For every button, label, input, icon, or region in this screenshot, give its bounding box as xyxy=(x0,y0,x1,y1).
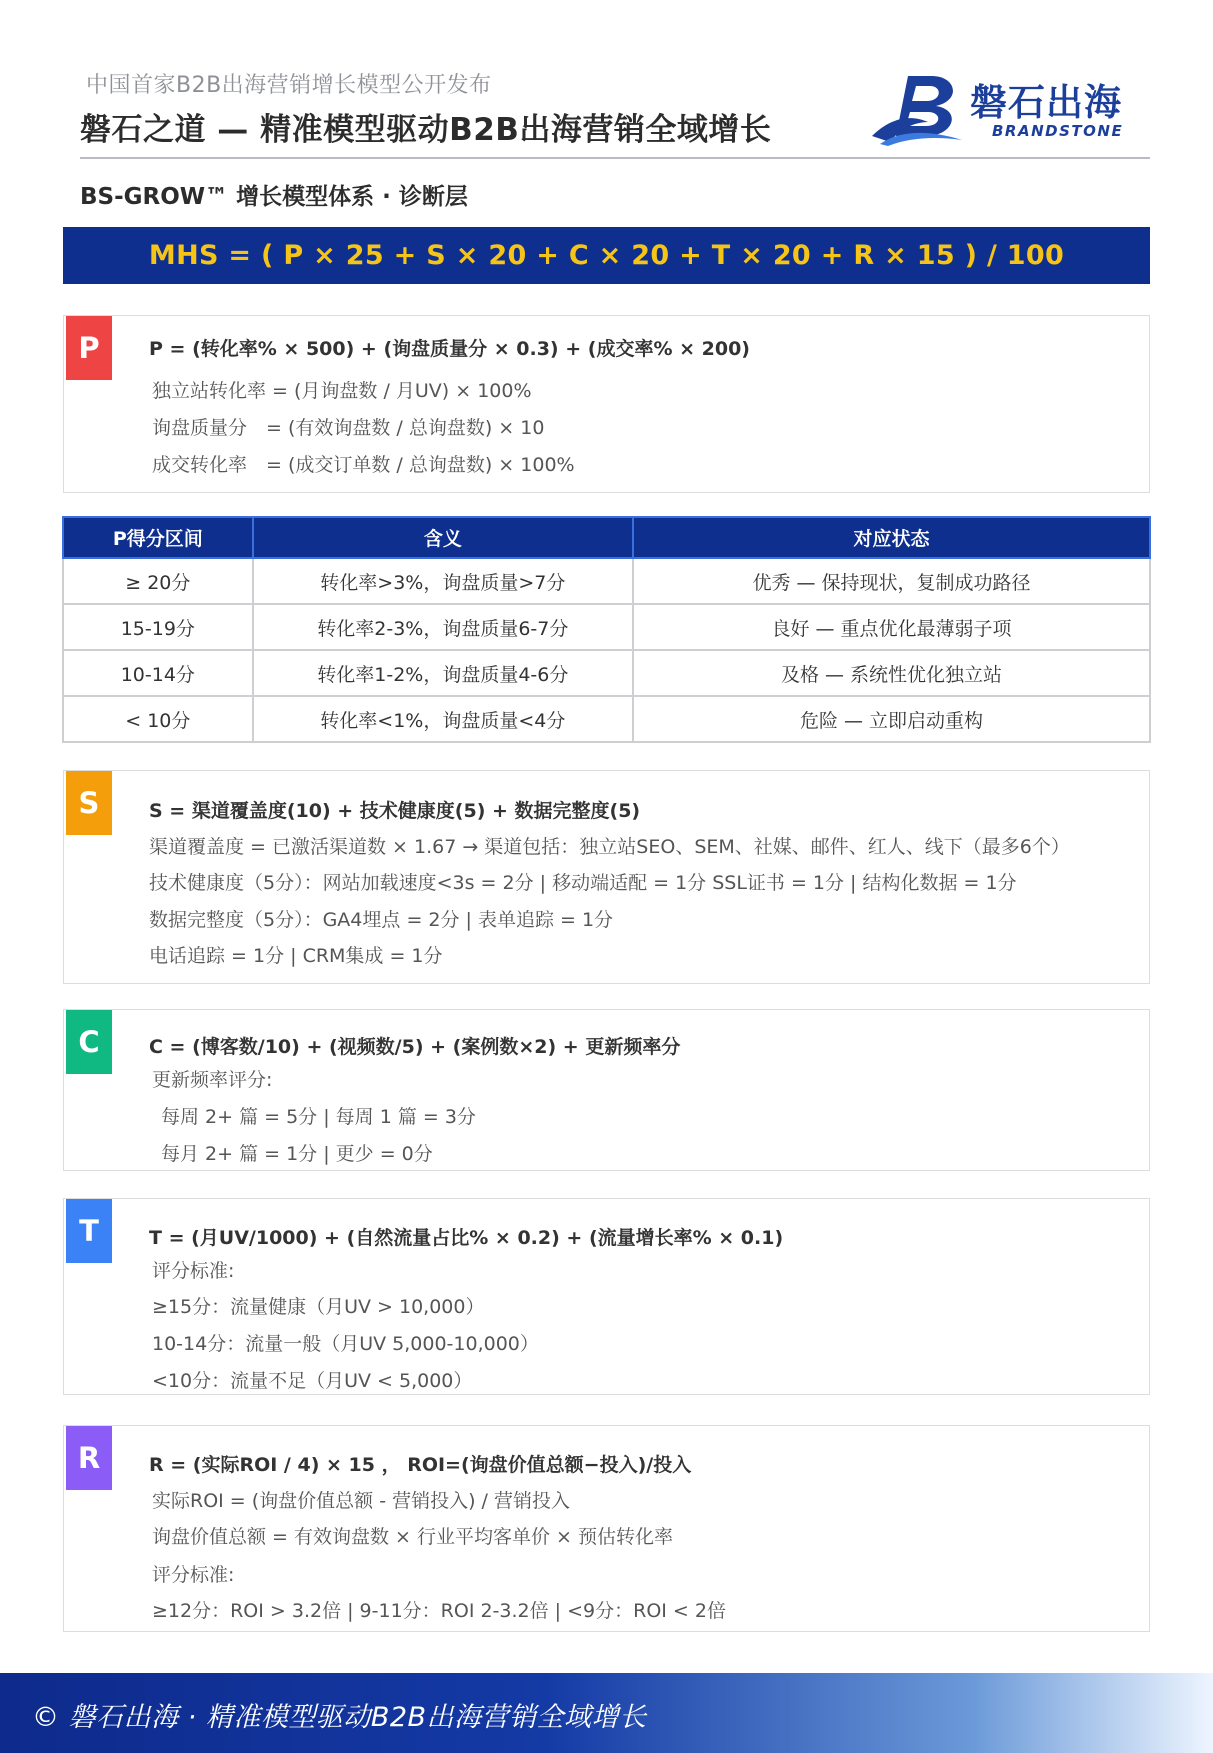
s-line-1: 渠道覆盖度 = 已激活渠道数 × 1.67 → 渠道包括：独立站SEO、SEM、社媒、邮件、红人、线下（最多6个） xyxy=(149,836,1070,858)
p-line-1: 独立站转化率 = (月询盘数 / 月UV) × 100% xyxy=(152,380,532,402)
p-line-3: 成交转化率 = (成交订单数 / 总询盘数) × 100% xyxy=(152,454,575,476)
table-cell: 10-14分 xyxy=(63,650,253,696)
table-cell: 转化率1-2%，询盘质量4-6分 xyxy=(253,650,633,696)
mhs-formula-bar xyxy=(63,227,1150,284)
table-cell: 15-19分 xyxy=(63,604,253,650)
r-formula: R = (实际ROI / 4) × 15 ， ROI=(询盘价值总额−投入)/投入 xyxy=(149,1454,692,1476)
logo-text-cn: 磐石出海 xyxy=(970,81,1122,124)
table-header-cell: 对应状态 xyxy=(633,517,1150,558)
table-row xyxy=(63,650,1150,696)
logo-mark-icon xyxy=(870,70,968,146)
brandstone-logo xyxy=(870,70,1150,146)
t-line-1: 评分标准: xyxy=(152,1260,235,1282)
p-badge: P xyxy=(66,316,112,380)
table-row xyxy=(63,696,1150,742)
table-cell: ≥ 20分 xyxy=(63,558,253,604)
s-formula: S = 渠道覆盖度(10) + 技术健康度(5) + 数据完整度(5) xyxy=(149,800,641,822)
t-line-3: 10-14分：流量一般（月UV 5,000-10,000） xyxy=(152,1333,539,1355)
page-header xyxy=(80,64,1150,159)
r-line-1: 实际ROI = (询盘价值总额 - 营销投入) / 营销投入 xyxy=(152,1490,571,1512)
mhs-formula: MHS = ( P × 25 + S × 20 + C × 20 + T × 20 + R × 15 ) / 100 xyxy=(148,240,1065,271)
s-line-2: 技术健康度（5分）：网站加载速度<3s = 2分 | 移动端适配 = 1分 SSL证书 = 1分 | 结构化数据 = 1分 xyxy=(149,872,1017,894)
table-cell: 转化率<1%，询盘质量<4分 xyxy=(253,696,633,742)
r-line-2: 询盘价值总额 = 有效询盘数 × 行业平均客单价 × 预估转化率 xyxy=(152,1526,673,1548)
r-line-4: ≥12分：ROI > 3.2倍 | 9-11分：ROI 2-3.2倍 | <9分：ROI < 2倍 xyxy=(152,1600,726,1622)
c-formula: C = (博客数/10) + (视频数/5) + (案例数×2) + 更新频率分 xyxy=(149,1036,681,1058)
table-cell: 优秀 — 保持现状，复制成功路径 xyxy=(633,558,1150,604)
r-badge: R xyxy=(66,1426,112,1490)
p-formula: P = (转化率% × 500) + (询盘质量分 × 0.3) + (成交率% × 200) xyxy=(149,338,750,360)
table-cell: 及格 — 系统性优化独立站 xyxy=(633,650,1150,696)
s-card xyxy=(63,770,1150,984)
table-row xyxy=(63,558,1150,604)
c-line-1: 更新频率评分: xyxy=(152,1069,273,1091)
table-cell: 转化率2-3%，询盘质量6-7分 xyxy=(253,604,633,650)
s-line-4: 电话追踪 = 1分 | CRM集成 = 1分 xyxy=(149,945,443,967)
page-subtitle: 中国首家B2B出海营销增长模型公开发布 xyxy=(86,73,492,98)
footer-text: © 磐石出海 · 精准模型驱动B2B出海营销全域增长 xyxy=(32,1702,647,1733)
t-badge: T xyxy=(66,1199,112,1263)
t-line-4: <10分：流量不足（月UV < 5,000） xyxy=(152,1370,473,1392)
r-card xyxy=(63,1425,1150,1632)
c-line-2: 每周 2+ 篇 = 5分 | 每周 1 篇 = 3分 xyxy=(161,1106,476,1128)
table-header-cell: 含义 xyxy=(253,517,633,558)
table-row xyxy=(63,604,1150,650)
page-title: 磐石之道 — 精准模型驱动B2B出海营销全域增长 xyxy=(80,112,772,148)
table-cell: 危险 — 立即启动重构 xyxy=(633,696,1150,742)
s-badge: S xyxy=(66,771,112,835)
page-footer xyxy=(0,1673,1213,1753)
table-cell: 良好 — 重点优化最薄弱子项 xyxy=(633,604,1150,650)
t-line-2: ≥15分：流量健康（月UV > 10,000） xyxy=(152,1296,485,1318)
table-cell: < 10分 xyxy=(63,696,253,742)
c-badge: C xyxy=(66,1010,112,1074)
table-cell: 转化率>3%，询盘质量>7分 xyxy=(253,558,633,604)
r-line-3: 评分标准: xyxy=(152,1564,235,1586)
s-line-3: 数据完整度（5分）：GA4埋点 = 2分 | 表单追踪 = 1分 xyxy=(149,909,614,931)
t-card xyxy=(63,1198,1150,1395)
p-score-table xyxy=(62,516,1151,743)
p-card xyxy=(63,315,1150,493)
c-line-3: 每月 2+ 篇 = 1分 | 更少 = 0分 xyxy=(161,1143,433,1165)
logo-text-en: BRANDSTONE xyxy=(992,122,1124,140)
p-line-2: 询盘质量分 = (有效询盘数 / 总询盘数) × 10 xyxy=(152,417,545,439)
c-card xyxy=(63,1009,1150,1171)
section-title: BS-GROW™ 增长模型体系 · 诊断层 xyxy=(80,184,468,210)
table-header-cell: P得分区间 xyxy=(63,517,253,558)
t-formula: T = (月UV/1000) + (自然流量占比% × 0.2) + (流量增长率% × 0.1) xyxy=(149,1227,784,1249)
table-header-row xyxy=(63,517,1150,558)
